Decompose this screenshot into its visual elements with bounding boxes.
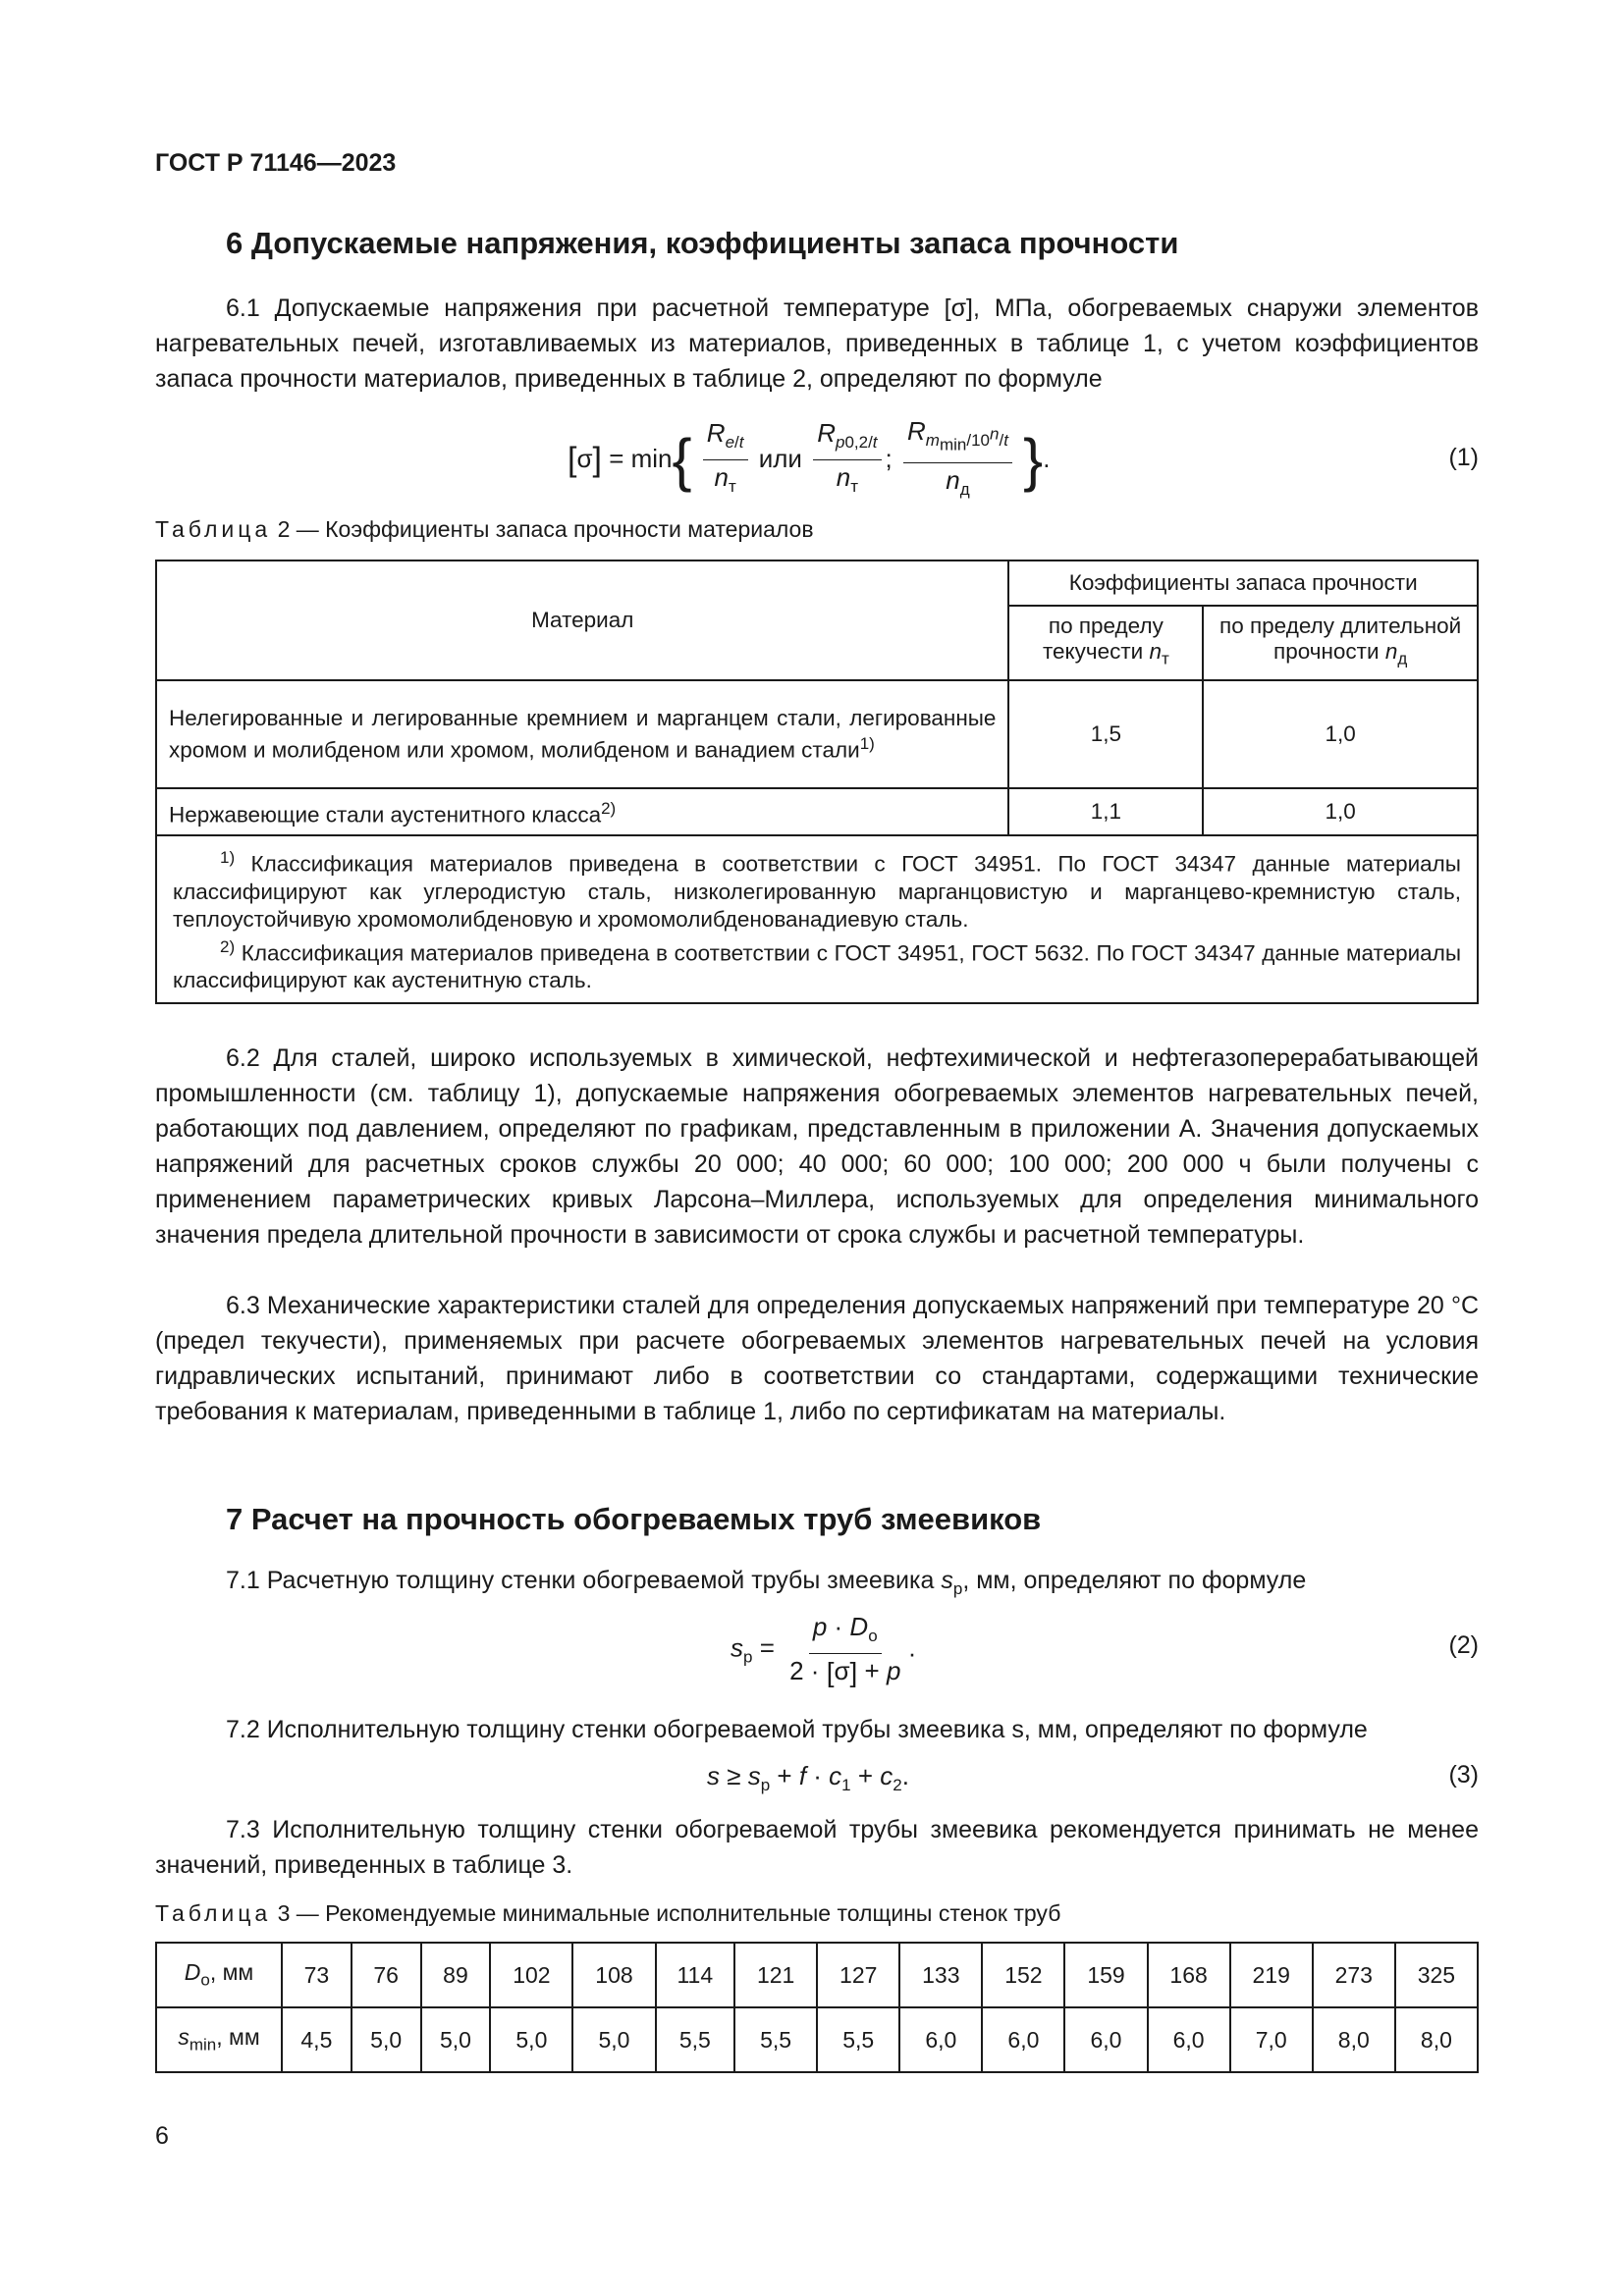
table-row — [156, 680, 1478, 788]
table-cell: 219 — [1230, 1943, 1313, 2007]
table-cell: 89 — [421, 1943, 491, 2007]
table-cell: 108 — [572, 1943, 655, 2007]
table-cell: 8,0 — [1395, 2007, 1478, 2072]
header-yield: по пределу текучести $n_т$ — [1008, 606, 1203, 680]
table-cell: 5,5 — [656, 2007, 735, 2072]
row2-nd: 1,0 — [1203, 788, 1478, 835]
row2-nt: 1,1 — [1008, 788, 1203, 835]
table-row-smin — [156, 2007, 1478, 2072]
table-cell: 5,5 — [734, 2007, 817, 2072]
paragraph-7-1: 7.1 Расчетную толщину стенки обогреваемой трубы змеевика $s_р$, мм, определяют по формуле — [226, 1567, 1307, 1598]
equation-number-2: (2) — [1448, 1631, 1479, 1659]
paragraph-7-3: 7.3 Исполнительную толщину стенки обогреваемой трубы змеевика рекомендуется принимать не менее значений, приведенных в таблице 3. — [155, 1816, 1479, 1879]
formula-1: [σ] = min{ $\frac{R_{e/t}}{n_т}$ или $\frac{R_{p0,2/t}}{n_т}$ ; $\frac{R_{m_{min}/10^n/t}}{n_д}$ }. — [568, 416, 1051, 499]
table-cell: 76 — [352, 1943, 421, 2007]
table-cell: 121 — [734, 1943, 817, 2007]
formula-3: $s \ge s_р + f \cdot c_1 + c_2$. — [707, 1761, 909, 1795]
row-label-do: $D_о$, мм — [156, 1943, 282, 2007]
section-6-title: 6 Допускаемые напряжения, коэффициенты запаса прочности — [226, 226, 1179, 260]
header-safety-factors: Коэффициенты запаса прочности — [1008, 561, 1478, 606]
table-cell: 6,0 — [982, 2007, 1064, 2072]
footnote-1: $^{1)}$ Классификация материалов приведена в соответствии с ГОСТ 34951. По ГОСТ 34347 данные материалы классифицируют как углеродистую сталь, низколегированную марганцовистую и марганцево-кремнистую сталь, теплоустойчивую хромомолибденовую и хромомолибденованадиевую сталь. — [173, 848, 1461, 932]
table-cell: 114 — [656, 1943, 735, 2007]
row1-nt: 1,5 — [1008, 680, 1203, 788]
row1-nd: 1,0 — [1203, 680, 1478, 788]
table-cell: 6,0 — [1064, 2007, 1147, 2072]
table-row — [156, 788, 1478, 835]
table-cell: 5,0 — [352, 2007, 421, 2072]
table-2-caption: Таблица 2 — Коэффициенты запаса прочности материалов — [155, 516, 814, 542]
footnote-2: $^{2)}$ Классификация материалов приведена в соответствии с ГОСТ 34951, ГОСТ 5632. По ГОСТ 34347 данные материалы классифицируют как аустенитную сталь. — [173, 936, 1461, 992]
table-cell: 4,5 — [282, 2007, 352, 2072]
table-cell: 102 — [490, 1943, 572, 2007]
table-row-do — [156, 1943, 1478, 2007]
row2-material: Нержавеющие стали аустенитного класса$^{2)}$ — [156, 788, 1008, 835]
paragraph-6-1: 6.1 Допускаемые напряжения при расчетной температуре [σ], МПа, обогреваемых снаружи элементов нагревательных печей, изготавливаемых из материалов, приведенных в таблице 1, с учетом коэффициентов запаса прочности материалов, приведенных в таблице 2, определяют по формуле — [155, 294, 1479, 393]
equation-number-1: (1) — [1448, 444, 1479, 471]
equation-number-3: (3) — [1448, 1761, 1479, 1789]
table-cell: 325 — [1395, 1943, 1478, 2007]
header-rupture: по пределу длительной прочности $n_д$ — [1203, 606, 1478, 680]
table-2 — [155, 560, 1479, 1004]
paragraph-6-2: 6.2 Для сталей, широко используемых в химической, нефтехимической и нефтегазоперерабатывающей промышленности (см. таблицу 1), допускаемые напряжения обогреваемых элементов нагревательных печей, работающих под давлением, определяют по графикам, представленным в приложении А. Значения допускаемых напряжений для расчетных сроков службы 20 000; 40 000; 60 000; 100 000; 200 000 ч были получены с применением параметрических кривых Ларсона–Миллера, используемых для определения минимального значения предела длительной прочности в зависимости от срока службы и расчетной температуры. — [155, 1044, 1479, 1249]
table-cell: 6,0 — [1148, 2007, 1230, 2072]
table-2-notes — [156, 835, 1478, 1003]
paragraph-7-2: 7.2 Исполнительную толщину стенки обогреваемой трубы змеевика s, мм, определяют по формуле — [226, 1716, 1368, 1743]
row1-material: Нелегированные и легированные кремнием и марганцем стали, легированные хромом и молибденом или хромом, молибденом и ванадием стали$^{1)}$ — [156, 680, 1008, 788]
table-cell: 127 — [817, 1943, 899, 2007]
table-cell: 159 — [1064, 1943, 1147, 2007]
table-cell: 8,0 — [1313, 2007, 1395, 2072]
table-cell: 6,0 — [899, 2007, 982, 2072]
table-cell: 7,0 — [1230, 2007, 1313, 2072]
paragraph-6-3: 6.3 Механические характеристики сталей для определения допускаемых напряжений при температуре 20 °С (предел текучести), применяемых при расчете обогреваемых элементов нагревательных печей на условия гидравлических испытаний, принимают либо в соответствии со стандартами, содержащими технические требования к материалам, приведенными в таблице 1, либо по сертификатам на материалы. — [155, 1292, 1479, 1425]
document-header: ГОСТ Р 71146—2023 — [155, 149, 397, 177]
table-cell: 5,0 — [421, 2007, 491, 2072]
formula-2: $s_р$ = $\frac{p \cdot D_о}{2 \cdot [\sigma] + p}$ . — [731, 1612, 916, 1688]
table-3 — [155, 1942, 1479, 2073]
table-cell: 152 — [982, 1943, 1064, 2007]
section-7-title: 7 Расчет на прочность обогреваемых труб змеевиков — [226, 1502, 1042, 1536]
table-cell: 5,5 — [817, 2007, 899, 2072]
table-cell: 5,0 — [572, 2007, 655, 2072]
table-cell: 168 — [1148, 1943, 1230, 2007]
table-cell: 5,0 — [490, 2007, 572, 2072]
table-cell: 73 — [282, 1943, 352, 2007]
header-material: Материал — [156, 561, 1008, 680]
table-cell: 273 — [1313, 1943, 1395, 2007]
table-3-caption: Таблица 3 — Рекомендуемые минимальные исполнительные толщины стенок труб — [155, 1900, 1061, 1926]
page-number: 6 — [155, 2122, 169, 2150]
row-label-smin: $s_{min}$, мм — [156, 2007, 282, 2072]
table-cell: 133 — [899, 1943, 982, 2007]
